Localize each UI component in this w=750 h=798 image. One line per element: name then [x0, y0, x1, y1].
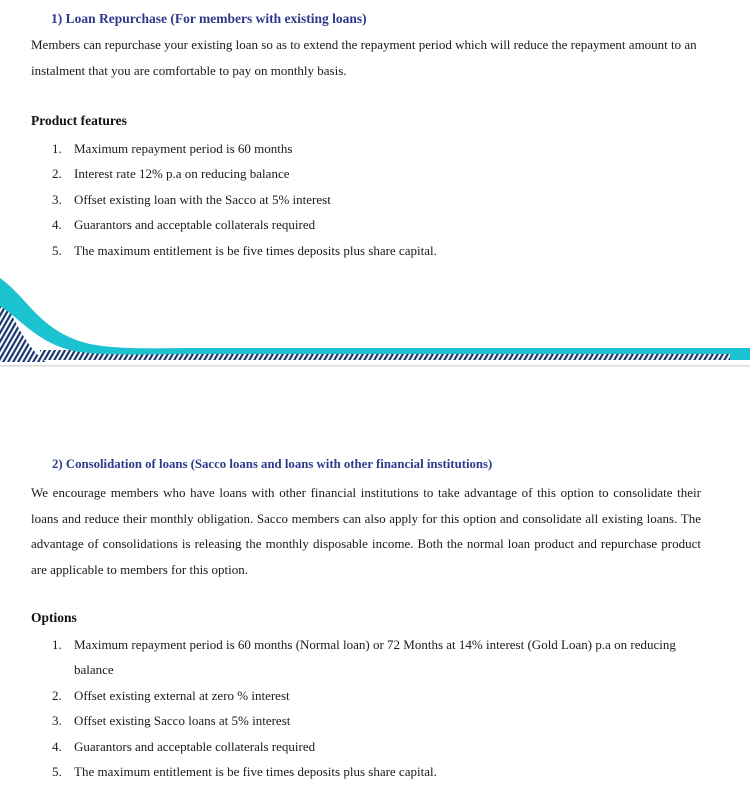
list-item-text: Maximum repayment period is 60 months	[74, 141, 293, 156]
list-item-number: 4.	[52, 217, 62, 233]
list-item	[52, 238, 732, 263]
list-item-number: 2.	[52, 166, 62, 182]
list-item-text: Guarantors and acceptable collaterals required	[74, 217, 316, 233]
list-item	[52, 683, 712, 708]
options-list	[52, 632, 712, 784]
teal-swoosh	[0, 278, 750, 355]
options-heading: Options	[31, 610, 77, 625]
list-item	[52, 632, 712, 683]
decorative-wave-banner	[0, 270, 750, 370]
section-heading-consolidation: 2) Consolidation of loans (Sacco loans and loans with other financial institutions)	[52, 457, 493, 471]
list-item-number: 1.	[52, 637, 62, 652]
list-item-text: Offset existing loan with the Sacco at 5% interest	[74, 191, 331, 207]
list-item-text: The maximum entitlement is be five times deposits plus share capital.	[74, 242, 437, 258]
list-item-number: 1.	[52, 141, 62, 156]
loan-repurchase-description: Members can repurchase your existing loan so as to extend the repayment period which will reduce the repayment amount to an instalment that you are comfortable to pay on monthly basis.	[31, 37, 697, 78]
list-item	[52, 136, 732, 161]
list-item	[52, 161, 732, 186]
list-item-text: Interest rate 12% p.a on reducing balance	[74, 166, 290, 182]
list-item-text: Maximum repayment period is 60 months (Normal loan) or 72 Months at 14% interest (Gold Loan) p.a on reducing balance	[74, 637, 676, 678]
list-item-number: 2.	[52, 687, 62, 703]
list-item-text: Offset existing Sacco loans at 5% interest	[74, 713, 291, 729]
list-item-text: The maximum entitlement is be five times deposits plus share capital.	[74, 764, 437, 780]
product-features-heading: Product features	[31, 113, 127, 128]
list-item	[52, 212, 732, 237]
list-item	[52, 708, 712, 733]
list-item-text: Guarantors and acceptable collaterals required	[74, 738, 316, 754]
list-item-number: 3.	[52, 191, 62, 207]
list-item	[52, 759, 712, 784]
product-features-list	[52, 136, 732, 263]
list-item-number: 3.	[52, 713, 62, 729]
list-item-number: 4.	[52, 738, 62, 754]
section-heading-loan-repurchase: 1) Loan Repurchase (For members with existing loans)	[51, 11, 367, 26]
divider-line	[0, 365, 750, 367]
list-item-number: 5.	[52, 764, 62, 780]
list-item	[52, 734, 712, 759]
list-item-number: 5.	[52, 242, 62, 258]
teal-end-cap	[730, 348, 750, 360]
list-item	[52, 187, 732, 212]
consolidation-description: We encourage members who have loans with other financial institutions to take advantage of this option to consolidate their loans and reduce their monthly obligation. Sacco members can also apply for this option and consolidate all existing loans. The advantage of consolidations is releasing the monthly disposable income. Both the normal loan product and repurchase product are applicable to members for this option.	[31, 485, 701, 577]
list-item-text: Offset existing external at zero % interest	[74, 687, 290, 703]
